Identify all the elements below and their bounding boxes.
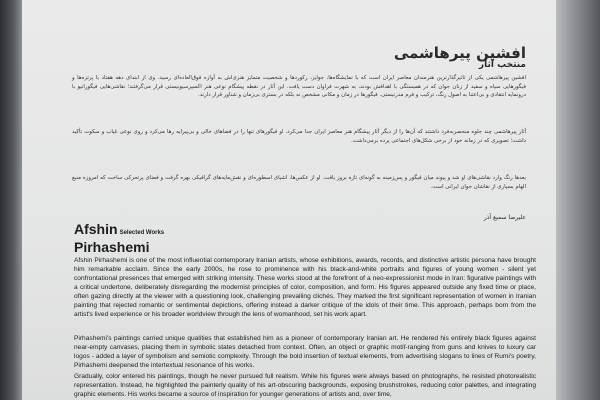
english-last-name: Pirhashemi [74,239,150,255]
english-paragraph: Gradually, color entered his paintings, though he never pursued full realism. While his figures were always based on photographs, he resisted photorealistic representation. Instead, he highlighted the painterly quality of his art-obscuring backgrounds, exposing brushstrokes, reducing color palettes, and integrating graphic elements. His works became a source of inspiration for younger generations of artists and, over time, [74,373,536,398]
farsi-paragraph: آثار پیرهاشمی چند جلوه منحصربه‌فرد داشتند که آن‌ها را از دیگر آثار پیشگام هنر معاصر ایران جدا می‌کرد. او فیگورهای تنها را در فضاهای خالی و بی‌پیرایه رها می‌کرد و روی نوعی غیاب و سکوت تأکید داشت؛ تصویری که در زمانه خود از برخی شکل‌های اجتماعی پرده برمی‌داشت. [72,129,526,144]
farsi-paragraph: افشین پیرهاشمی یکی از تاثیرگذارترین هنرمندان معاصر ایران است که با نمایشگاه‌ها، جوایز، رکوردها و شخصیت متمایز هنری‌اش به آوازه فوق‌العاده‌ای رسید. وی از ابتدای دهه هفتاد با پرتره‌ها و فیگورهایی سیاه و سفید از زنان جوان که در همبستگی با اهدافش بودند، به شهرت فراوان دست یافت. این آثار در نقطه پیشگام نوعی هنر اکسپرسیونیستی قرار می‌گرفتند؛ نقاشی‌هایی فیگوراتیو با درونمایه انتقادی و بی‌اعتنا به اصول رنگ، ترکیب و فرم مدرنیستی. فیگورها در زمان و مکانی مشخص نه بلکه در بستری بی‌زمان و شناور قرار دارند. [72,75,526,98]
farsi-paragraph: بعدها رنگ وارد نقاشی‌های او شد و پیوند میان فیگور و پس‌زمینه به گونه‌ای تازه بروز یافت. او از عکس‌ها، اشیای اسطوره‌ای و نقش‌مایه‌های گرافیکی بهره گرفت و فضای پرتحرکی ساخت که امروزه منبع الهام بسیاری از نقاشان جوان ایرانی است. [72,175,526,190]
farsi-signature: علیرضا سمیع آذر [483,214,526,221]
farsi-artist-name: افشین پیرهاشمی [393,44,526,62]
english-subtitle: Selected Works [119,230,165,236]
english-artist-name [74,222,164,254]
english-first-name: Afshin [74,221,118,237]
english-paragraph: Pirhashemi's paintings carried unique qualities that established him as a pioneer of contemporary Iranian art. He rendered his entirely black figures against near-empty canvases, placing them in symbolic states detached from context. Often, an object or graphic motif-ranging from guns and knives to luxury car logos - added a layer of symbolism and semiotic complexity. Through the bold insertion of textual elements, from advertising slogans to lines of Rumi's poetry, Pirhashemi deepened the intertextual resonance of his works. [74,335,536,369]
left-wall [0,0,22,400]
farsi-subtitle: منتخب آثار [478,60,526,70]
right-wall [556,0,600,400]
exhibition-wall-panel [22,0,556,400]
english-paragraph: Afshin Pirhashemi is one of the most influential contemporary Iranian artists, whose exhibitions, awards, records, and distinctive artistic persona have brought him remarkable acclaim. Since the early 2000s, he rose to prominence with his black-and-white portraits and figures of young women - silent yet confrontational presences that emerged with striking intensity. These works stood at the forefront of a neo-expressionist mode in Iran: figurative paintings with a critical undertone, deliberately disregarding the modernist principles of color, composition, and form. His figures appeared outside any fixed time or place, often gazing directly at the viewer with a questioning look, challenging prevailing clichés. They marked the first significant representation of women in Iranian painting that rejected romantic or sentimental depictions, offering instead a darker critique of the idols of their time. This approach, perhaps born from the artist's lived experience or his broader worldview through the lens of womanhood, set his work apart. [74,257,536,318]
